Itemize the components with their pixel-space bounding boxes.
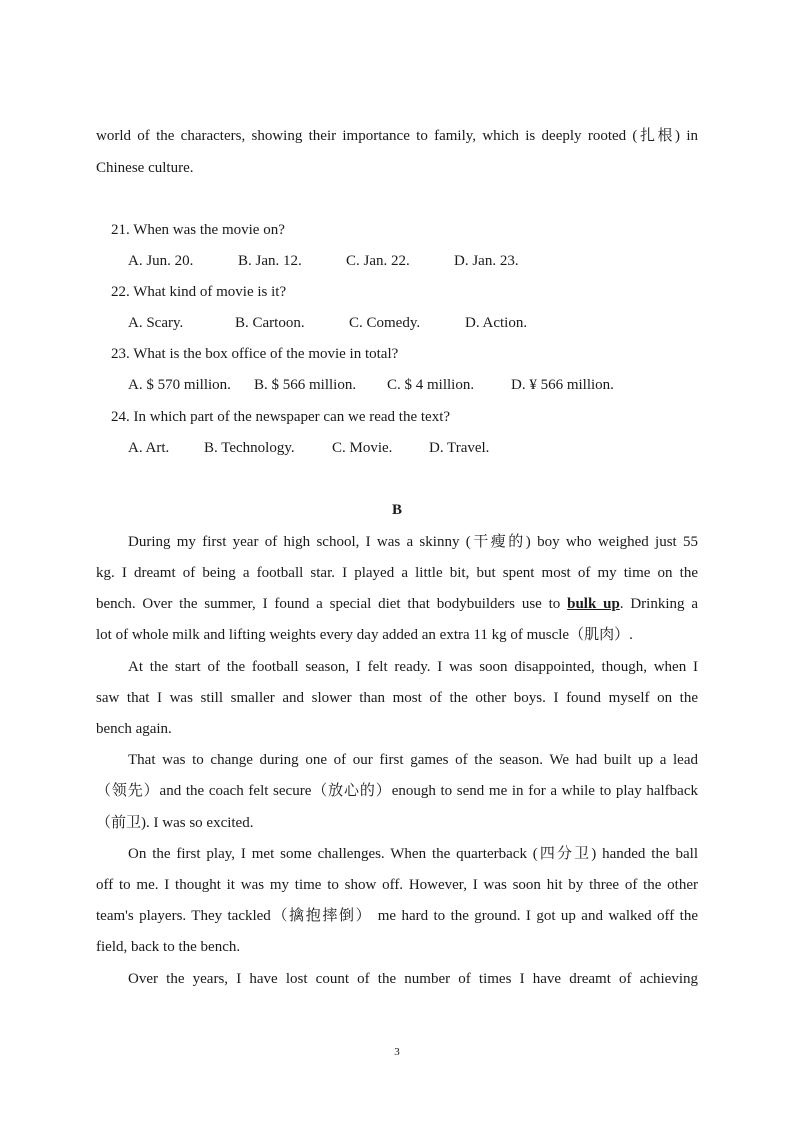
passage-line: bench again. <box>96 721 172 737</box>
option-d: D. Travel. <box>429 440 490 456</box>
option-c: C. Jan. 22. <box>346 253 410 269</box>
passage-line: off to me. I thought it was my time to show off. However, I was soon hit by three of the other <box>96 877 698 893</box>
option-d: D. Action. <box>465 315 528 331</box>
section-heading: B <box>391 502 402 518</box>
option-c: C. Comedy. <box>349 315 421 331</box>
passage-line: （领先）and the coach felt secure（放心的）enough to send me in for a while to play halfback <box>96 783 698 799</box>
passage-text: . Drinking a <box>619 596 698 612</box>
option-a: A. Scary. <box>128 315 184 331</box>
passage-line: （前卫). I was so excited. <box>96 815 254 831</box>
option-b: B. Technology. <box>204 440 295 456</box>
option-a: A. Jun. 20. <box>128 253 194 269</box>
passage-line: team's players. They tackled（擒抱摔倒） me hard to the ground. I got up and walked off the <box>96 908 698 924</box>
page-number: 3 <box>394 1046 400 1058</box>
passage-line: saw that I was still smaller and slower than most of the other boys. I found myself on the <box>96 690 698 706</box>
passage-line: During my first year of high school, I was a skinny (干瘦的) boy who weighed just 55 <box>128 534 698 550</box>
passage-line: On the first play, I met some challenges. When the quarterback (四分卫) handed the ball <box>128 846 698 862</box>
option-d: D. ¥ 566 million. <box>511 377 614 393</box>
passage-line: lot of whole milk and lifting weights every day added an extra 11 kg of muscle（肌肉）. <box>96 627 633 643</box>
passage-line-with-keyword <box>96 594 698 614</box>
option-b: B. Cartoon. <box>235 315 305 331</box>
passage-line: field, back to the bench. <box>96 939 241 955</box>
passage-line: Over the years, I have lost count of the number of times I have dreamt of achieving <box>128 971 698 987</box>
passage-text: bench. Over the summer, I found a special diet that bodybuilders use to <box>96 596 561 612</box>
option-c: C. $ 4 million. <box>387 377 475 393</box>
passage-line: world of the characters, showing their importance to family, which is deeply rooted (扎根) in <box>96 128 698 144</box>
passage-line: That was to change during one of our first games of the season. We had built up a lead <box>128 752 698 768</box>
passage-line: kg. I dreamt of being a football star. I played a little bit, but spent most of my time on the <box>96 565 698 581</box>
option-a: A. Art. <box>128 440 170 456</box>
passage-line: At the start of the football season, I felt ready. I was soon disappointed, though, when I <box>128 659 698 675</box>
question-24-stem: 24. In which part of the newspaper can we read the text? <box>111 409 451 425</box>
passage-line: Chinese culture. <box>96 160 194 176</box>
option-a: A. $ 570 million. <box>128 377 231 393</box>
question-22-stem: 22. What kind of movie is it? <box>111 284 287 300</box>
question-21-stem: 21. When was the movie on? <box>111 222 285 238</box>
question-23-stem: 23. What is the box office of the movie in total? <box>111 346 399 362</box>
keyword-bulk-up: bulk up <box>567 596 620 612</box>
option-d: D. Jan. 23. <box>454 253 519 269</box>
option-c: C. Movie. <box>332 440 393 456</box>
option-b: B. Jan. 12. <box>238 253 302 269</box>
option-b: B. $ 566 million. <box>254 377 357 393</box>
